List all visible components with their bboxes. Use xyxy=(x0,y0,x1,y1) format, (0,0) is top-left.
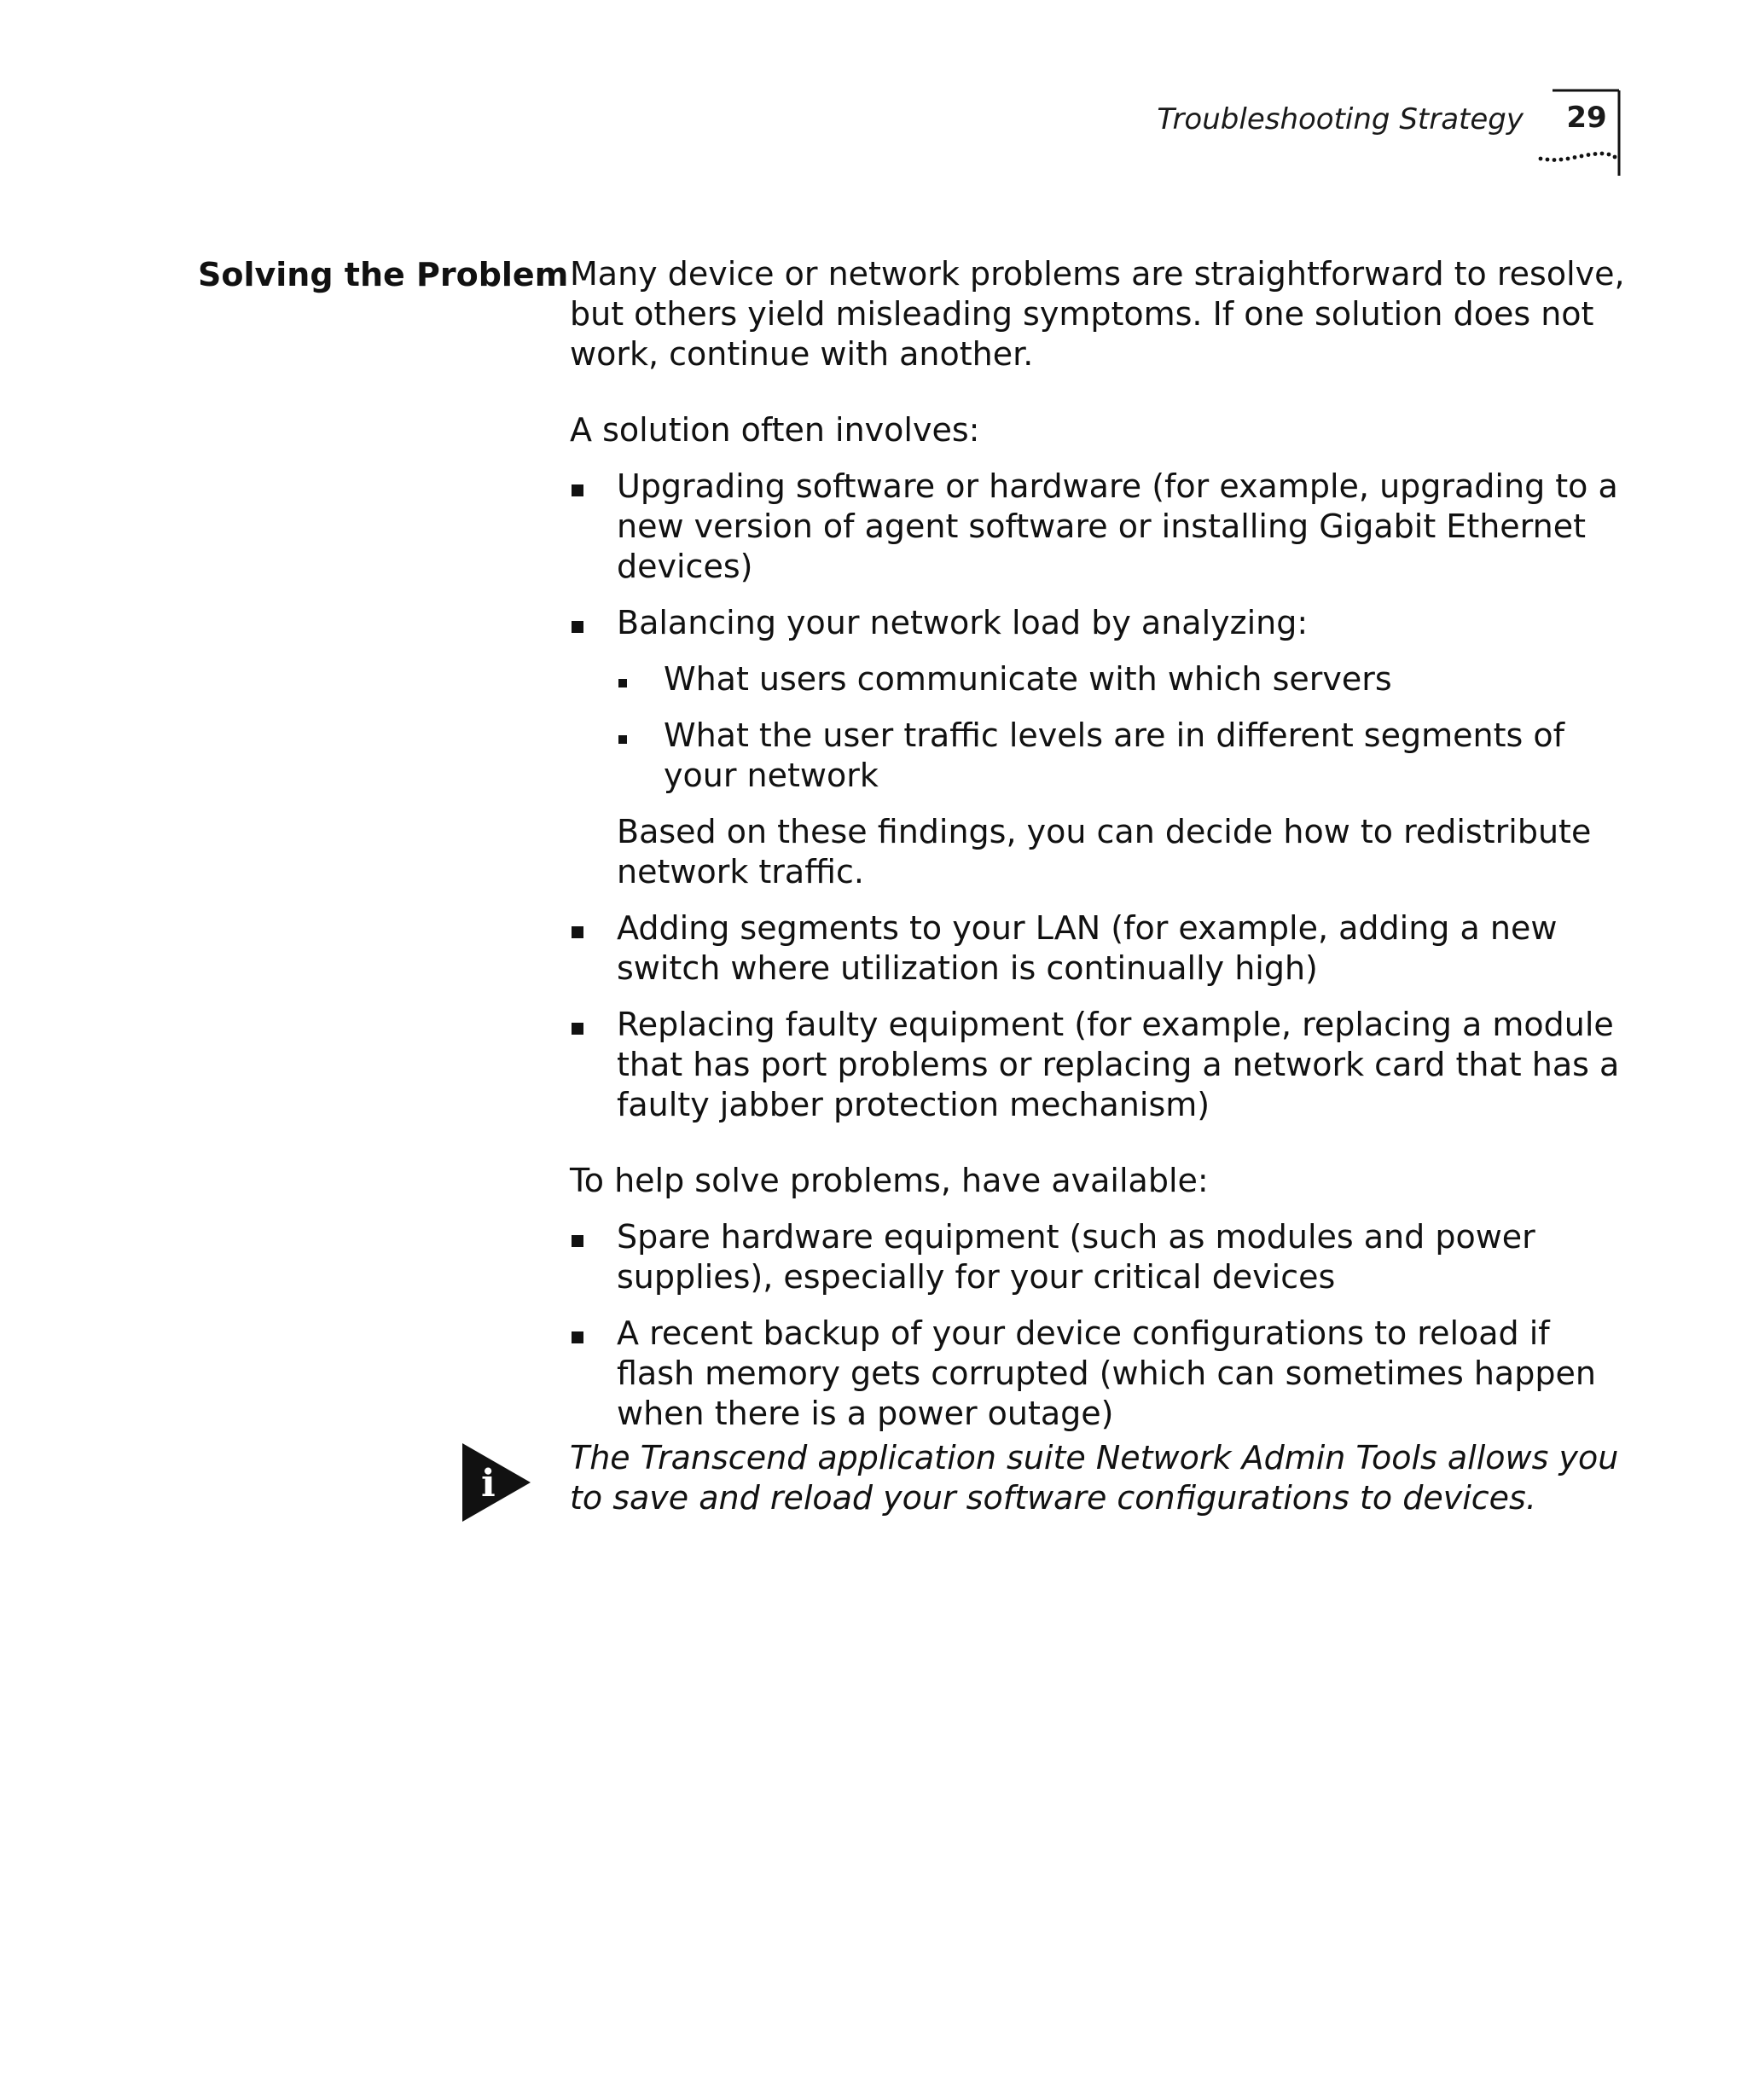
svg-text:i: i xyxy=(481,1462,496,1505)
list-item: Balancing your network load by analyzing: What users communicate with which servers What the user traffic levels are in different segments of your network Based on these findings, you can decide how to redistribute network traffic. xyxy=(570,603,1628,892)
info-icon xyxy=(462,1443,531,1522)
intro-paragraph: Many device or network problems are straightforward to resolve, but others yield misleading symptoms. If one solution does not work, continue with another. xyxy=(570,255,1625,373)
list-item: Spare hardware equipment (such as modules and power supplies), especially for your critical devices xyxy=(570,1217,1628,1297)
note-text: The Transcend application suite Network Admin Tools allows you to save and reload your software configurations to devices. xyxy=(570,1439,1619,1517)
available-lead: To help solve problems, have available: xyxy=(570,1162,1209,1199)
available-list xyxy=(570,1217,1628,1434)
list-item: Replacing faulty equipment (for example, replacing a module that has port problems or replacing a network card that has a faulty jabber protection mechanism) xyxy=(570,1005,1628,1125)
list-item: Upgrading software or hardware (for example, upgrading to a new version of agent software or installing Gigabit Ethernet devices) xyxy=(570,467,1628,587)
section-heading: Solving the Problem xyxy=(198,256,569,293)
solution-lead: A solution often involves: xyxy=(570,411,980,449)
solution-list xyxy=(570,467,1628,1125)
sub-list-item: What the user traffic levels are in different segments of your network xyxy=(617,716,1628,796)
balancing-sublist xyxy=(617,659,1628,796)
body-column xyxy=(570,254,1628,1450)
running-header-title: Troubleshooting Strategy xyxy=(1157,102,1524,136)
balancing-note: Based on these findings, you can decide how to redistribute network traffic. xyxy=(617,813,1592,890)
sub-list-item: What users communicate with which servers xyxy=(617,659,1628,699)
list-item: Adding segments to your LAN (for example, adding a new switch where utilization is continually high) xyxy=(570,908,1628,989)
page-corner-mark xyxy=(1535,85,1629,179)
page-number: 29 xyxy=(1566,101,1607,135)
list-item: A recent backup of your device configurations to reload if flash memory gets corrupted (which can sometimes happen when there is a power outage) xyxy=(570,1314,1628,1434)
